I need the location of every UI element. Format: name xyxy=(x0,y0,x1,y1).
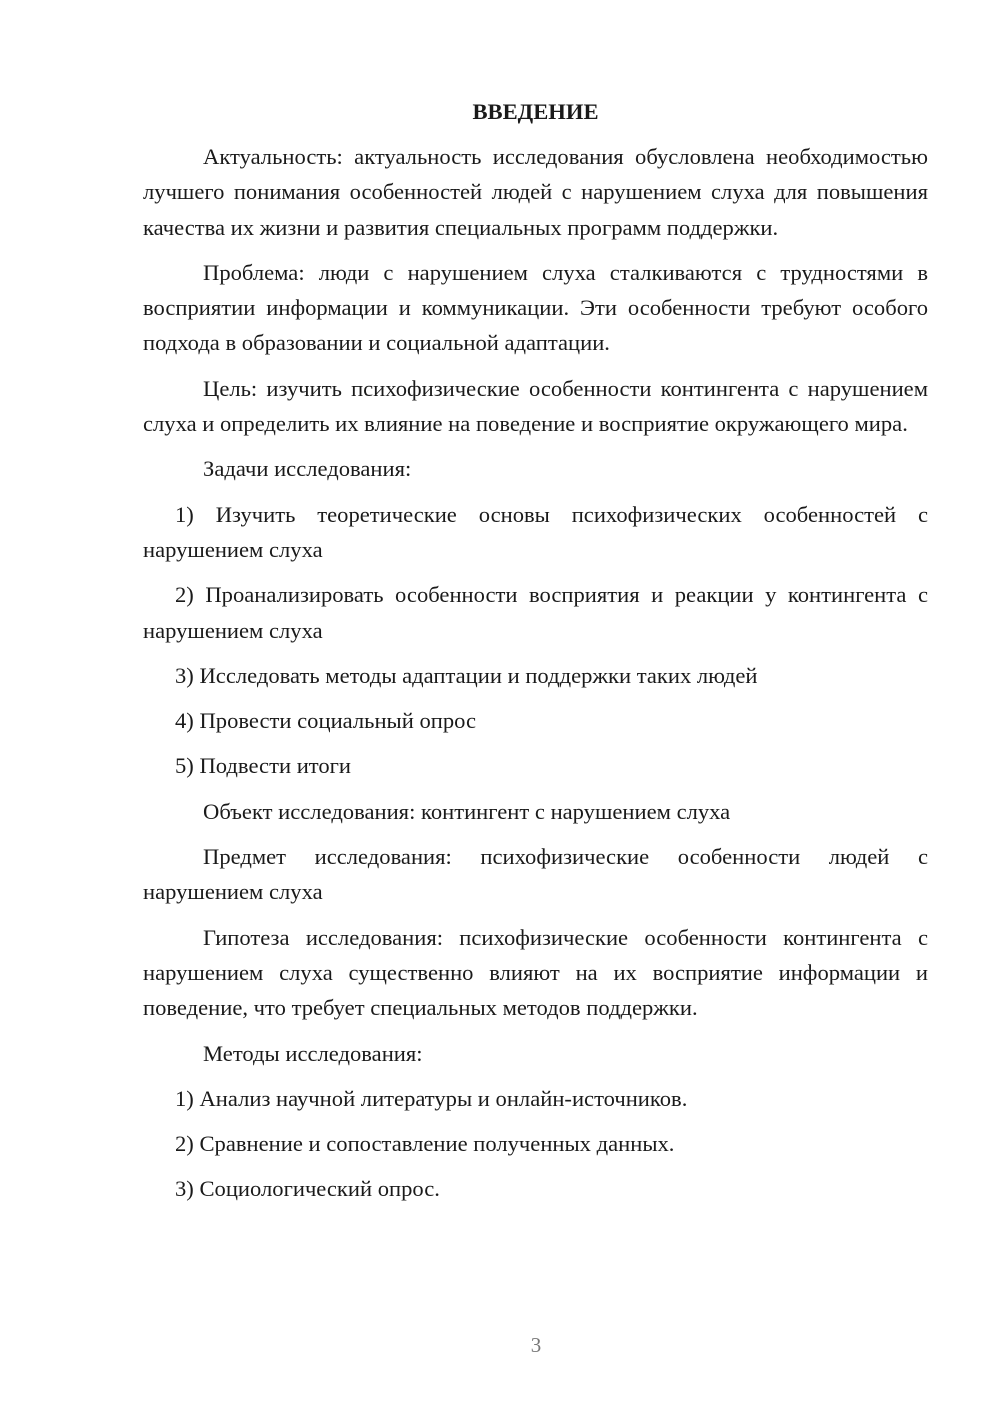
paragraph-goal: Цель: изучить психофизические особенности контингента с нарушением слуха и определить их влияние на поведение и восприятие окружающего мира. xyxy=(143,375,928,437)
task-item-3: 3) Исследовать методы адаптации и поддержки таких людей xyxy=(175,662,758,688)
task-item-5: 5) Подвести итоги xyxy=(175,753,352,779)
paragraph-methods-heading: Методы исследования: xyxy=(203,1040,423,1066)
paragraph-tasks-heading: Задачи исследования: xyxy=(203,456,412,482)
method-item-3: 3) Социологический опрос. xyxy=(175,1176,440,1202)
task-item-1: 1) Изучить теоретические основы психофизических особенностей с нарушением слуха xyxy=(143,501,928,562)
document-body xyxy=(143,94,928,1217)
paragraph-object: Объект исследования: контингент с нарушением слуха xyxy=(203,798,731,824)
method-item-2: 2) Сравнение и сопоставление полученных данных. xyxy=(175,1131,675,1157)
page-number: 3 xyxy=(530,1333,542,1357)
paragraph-problem: Проблема: люди с нарушением слуха сталкиваются с трудностями в восприятии информации и коммуникации. Эти особенности требуют особого подхода в образовании и социальной адаптации. xyxy=(143,259,928,356)
paragraph-subject: Предмет исследования: психофизические особенности людей с нарушением слуха xyxy=(143,844,928,905)
paragraph-hypothesis: Гипотеза исследования: психофизические особенности контингента с нарушением слуха существенно влияют на их восприятие информации и поведение, что требует специальных методов поддержки. xyxy=(143,924,928,1021)
task-item-4: 4) Провести социальный опрос xyxy=(175,708,477,734)
task-item-2: 2) Проанализировать особенности восприятия и реакции у контингента с нарушением слуха xyxy=(143,582,928,643)
paragraph-relevance: Актуальность: актуальность исследования обусловлена необходимостью лучшего понимания особенностей людей с нарушением слуха для повышения качества их жизни и развития специальных программ поддержки. xyxy=(143,144,928,240)
method-item-1: 1) Анализ научной литературы и онлайн-источников. xyxy=(175,1085,688,1111)
section-title: ВВЕДЕНИЕ xyxy=(472,99,599,124)
